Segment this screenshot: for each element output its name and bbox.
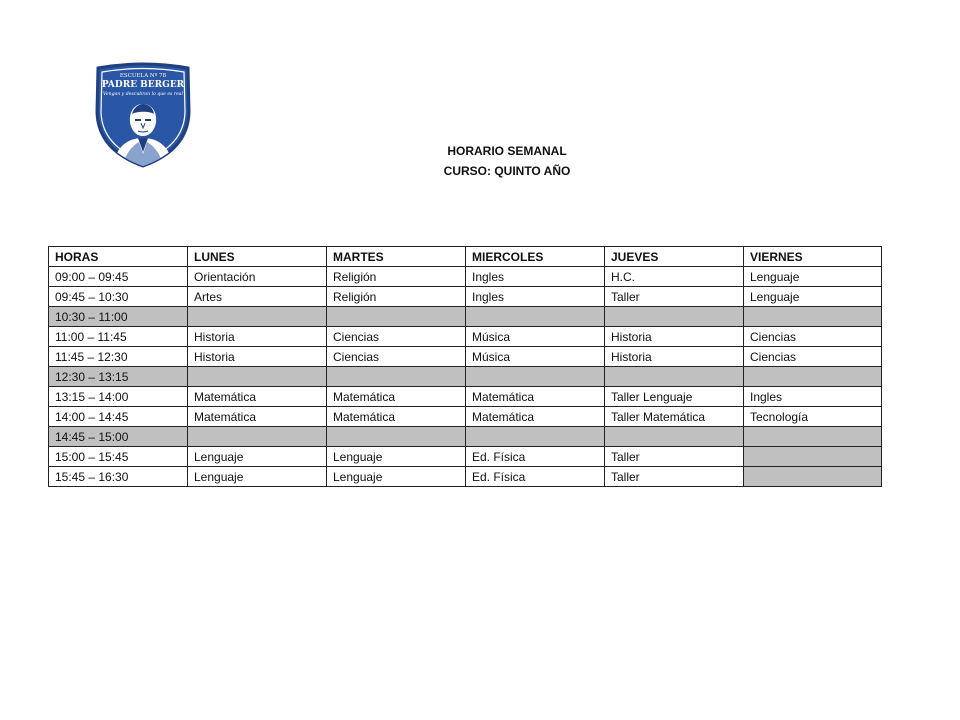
subject-cell: Música xyxy=(466,347,605,367)
subject-cell: Lenguaje xyxy=(188,447,327,467)
table-row xyxy=(49,267,882,287)
table-row xyxy=(49,447,882,467)
subject-cell: Ed. Física xyxy=(466,467,605,487)
subject-cell: Matemática xyxy=(188,387,327,407)
subject-cell: Matemática xyxy=(327,407,466,427)
break-cell xyxy=(466,427,605,447)
break-cell xyxy=(605,367,744,387)
logo-name: PADRE BERGER xyxy=(101,80,185,90)
table-row xyxy=(49,287,882,307)
break-row xyxy=(49,307,882,327)
subject-cell: Ingles xyxy=(466,287,605,307)
break-cell xyxy=(327,427,466,447)
logo-top-text: ESCUELA Nº 78 xyxy=(119,73,167,79)
school-crest-logo xyxy=(92,62,194,168)
subject-cell: Ciencias xyxy=(744,327,882,347)
subject-cell: Matemática xyxy=(327,387,466,407)
time-cell: 15:45 – 16:30 xyxy=(49,467,188,487)
break-cell xyxy=(188,307,327,327)
subject-cell: Ciencias xyxy=(327,327,466,347)
subject-cell: Historia xyxy=(605,327,744,347)
empty-cell xyxy=(744,447,882,467)
subject-cell: Taller Lenguaje xyxy=(605,387,744,407)
subject-cell: Música xyxy=(466,327,605,347)
subject-cell: Ingles xyxy=(466,267,605,287)
subject-cell: Lenguaje xyxy=(327,467,466,487)
table-row xyxy=(49,387,882,407)
subject-cell: Ingles xyxy=(744,387,882,407)
table-row xyxy=(49,467,882,487)
time-cell: 10:30 – 11:00 xyxy=(49,307,188,327)
break-cell xyxy=(188,427,327,447)
table-row xyxy=(49,347,882,367)
break-cell xyxy=(327,307,466,327)
break-cell xyxy=(605,307,744,327)
schedule-heading xyxy=(357,141,657,181)
subject-cell: H.C. xyxy=(605,267,744,287)
weekly-schedule-table xyxy=(48,246,882,487)
subject-cell: Religión xyxy=(327,287,466,307)
time-cell: 15:00 – 15:45 xyxy=(49,447,188,467)
time-cell: 14:45 – 15:00 xyxy=(49,427,188,447)
subject-cell: Lenguaje xyxy=(327,447,466,467)
subject-cell: Ciencias xyxy=(744,347,882,367)
subject-cell: Ed. Física xyxy=(466,447,605,467)
break-cell xyxy=(327,367,466,387)
break-row xyxy=(49,427,882,447)
break-cell xyxy=(188,367,327,387)
subject-cell: Matemática xyxy=(466,407,605,427)
break-cell xyxy=(744,367,882,387)
subject-cell: Religión xyxy=(327,267,466,287)
table-row xyxy=(49,407,882,427)
subject-cell: Tecnología xyxy=(744,407,882,427)
empty-cell xyxy=(744,467,882,487)
break-row xyxy=(49,367,882,387)
time-cell: 13:15 – 14:00 xyxy=(49,387,188,407)
break-cell xyxy=(605,427,744,447)
break-cell xyxy=(466,367,605,387)
subject-cell: Taller xyxy=(605,447,744,467)
course-label: CURSO: QUINTO AÑO xyxy=(443,164,571,178)
time-cell: 09:45 – 10:30 xyxy=(49,287,188,307)
column-header-tuesday: MARTES xyxy=(327,247,466,267)
column-header-monday: LUNES xyxy=(188,247,327,267)
subject-cell: Lenguaje xyxy=(744,287,882,307)
logo-motto: Vengan y descubran lo que es real xyxy=(103,92,183,97)
subject-cell: Lenguaje xyxy=(188,467,327,487)
subject-cell: Matemática xyxy=(466,387,605,407)
break-cell xyxy=(466,307,605,327)
column-header-thursday: JUEVES xyxy=(605,247,744,267)
subject-cell: Orientación xyxy=(188,267,327,287)
subject-cell: Lenguaje xyxy=(744,267,882,287)
schedule-title: HORARIO SEMANAL xyxy=(447,144,567,158)
subject-cell: Historia xyxy=(188,347,327,367)
header-row xyxy=(49,247,882,267)
subject-cell: Ciencias xyxy=(327,347,466,367)
break-cell xyxy=(744,307,882,327)
subject-cell: Taller xyxy=(605,467,744,487)
subject-cell: Historia xyxy=(188,327,327,347)
time-cell: 11:45 – 12:30 xyxy=(49,347,188,367)
break-cell xyxy=(744,427,882,447)
column-header-wednesday: MIERCOLES xyxy=(466,247,605,267)
subject-cell: Taller Matemática xyxy=(605,407,744,427)
time-cell: 14:00 – 14:45 xyxy=(49,407,188,427)
subject-cell: Taller xyxy=(605,287,744,307)
subject-cell: Historia xyxy=(605,347,744,367)
subject-cell: Matemática xyxy=(188,407,327,427)
time-cell: 11:00 – 11:45 xyxy=(49,327,188,347)
subject-cell: Artes xyxy=(188,287,327,307)
time-cell: 12:30 – 13:15 xyxy=(49,367,188,387)
table-row xyxy=(49,327,882,347)
column-header-hours: HORAS xyxy=(49,247,188,267)
time-cell: 09:00 – 09:45 xyxy=(49,267,188,287)
column-header-friday: VIERNES xyxy=(744,247,882,267)
